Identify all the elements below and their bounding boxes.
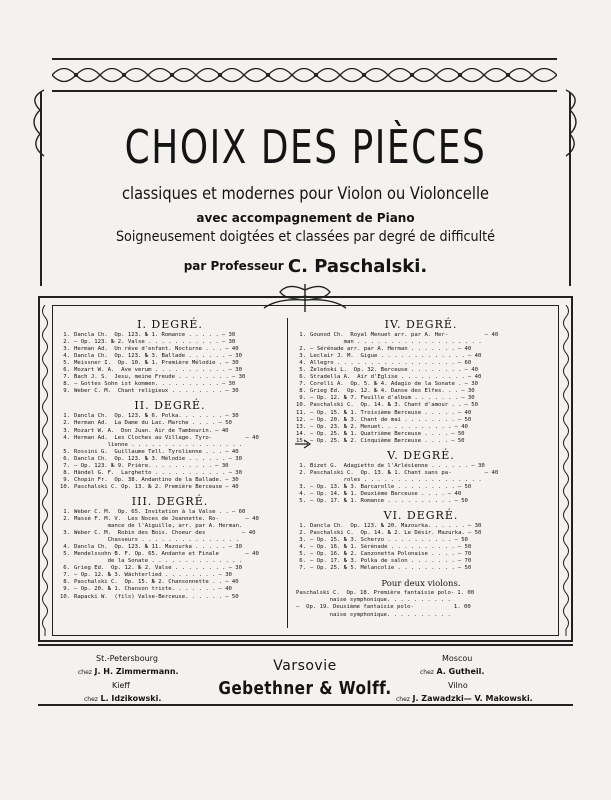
catalogue-entry	[60, 381, 280, 388]
entry-title: — Op. 23. № 2. Menuet. . . . . . . . . . .	[310, 423, 452, 430]
entry-number: 4.	[299, 544, 306, 551]
catalogue-entry	[60, 413, 280, 420]
catalogue-entry	[296, 332, 546, 346]
catalogue-entry	[296, 367, 546, 374]
entry-title: Paschalski C. Op. 13. № 1. Chant sans pa- roles . . . . . . . . . . . . . . . . . .	[310, 469, 482, 483]
entry-title: Paschalski C. Op. 15. № 2. Chansonnette . .	[74, 579, 223, 586]
entry-price: — 30	[228, 455, 243, 462]
entry-title: — Op. 19. Deuxième fantaisie polo- naise symphonique. . . . . . . . . .	[296, 604, 451, 618]
catalogue-entry	[296, 565, 546, 572]
entry-price: — 30	[221, 332, 236, 338]
catalogue-entry	[60, 484, 280, 491]
catalogue-entry	[60, 428, 280, 435]
entry-number: 9.	[63, 476, 70, 483]
entry-title: — Op. 14. № 1. Deuxième Berceuse . . . .	[310, 490, 445, 497]
entry-title: Chopin Fr. Op. 38. Andantino de la Ballade.	[74, 476, 223, 483]
entry-title: Paschalski C. Op. 14. № 3. Chant d'amour . .	[310, 402, 462, 409]
entry-price: — 50	[218, 420, 232, 427]
entry-price: — 40	[245, 551, 259, 558]
entry-price: — 30	[228, 367, 243, 374]
catalogue-entry	[296, 410, 546, 417]
entry-number: 6.	[299, 558, 306, 565]
column-divider	[287, 318, 288, 628]
duo-heading: Pour deux violons.	[381, 579, 461, 590]
subtitle-accompaniment: avec accompagnement de Piano	[196, 211, 415, 225]
entry-number: 4.	[63, 434, 70, 441]
entry-number: 8.	[63, 579, 70, 586]
entry-number: 2.	[299, 469, 306, 476]
agent-shop-gutheil: chez A. Gutheil.	[420, 667, 485, 676]
entry-number: 1.	[63, 413, 70, 420]
entry-price: — 50	[225, 593, 239, 600]
entry-title: — Op. 12. № 3. Wächterlied . . . . . . . .	[74, 572, 216, 579]
entry-price: — 50	[451, 437, 465, 444]
right-chain-border-icon	[561, 305, 571, 636]
entry-title: — Op. 25. № 2. Cinquième Berceuse . . . .	[310, 437, 449, 444]
entry-title: Dancla Ch. Op. 123. № 6. Polka. . . . . . .	[74, 413, 223, 420]
catalogue-entry	[296, 491, 546, 498]
duo-entry	[296, 590, 546, 604]
catalogue-entry	[60, 374, 280, 381]
entry-title: Händel G. F. Larghetto . . . . . . . . . . .	[74, 469, 226, 476]
entry-number: 5.	[63, 360, 70, 367]
entry-title: — Op. 17. № 3. Polka de salon . . . . . . .	[310, 558, 455, 565]
degree-heading: III. DEGRÉ.	[131, 494, 209, 508]
subtitle-instruments: classiques et modernes pour Violon ou Violoncelle	[121, 184, 490, 204]
entry-title: Weber C. M. Robin des Bois. Choeur des Chasseurs . . . . . . . . . . . . . . .	[74, 530, 240, 544]
entry-price: — 40	[457, 346, 472, 353]
entry-price: — 40	[484, 332, 499, 338]
entry-number: 4.	[63, 544, 70, 551]
publisher-name: Gebethner & Wolff.	[218, 678, 392, 699]
entry-title: Dancla Ch. Op. 123. № 1. Romance . . . . .	[74, 332, 219, 338]
entry-title: Mozart W. A. Don Juan. Air de Tambourin.	[74, 427, 213, 434]
catalogue-entry	[60, 572, 280, 579]
degree-heading: IV. DEGRÉ.	[384, 318, 458, 331]
catalogue-entry	[60, 367, 280, 374]
catalogue-entry	[60, 360, 280, 367]
entry-title: — Op. 13. № 3. Barcarolle . . . . . . . . .	[310, 483, 455, 490]
entry-number: 12.	[296, 416, 307, 423]
entry-title: Herman Ad. Les Cloches au Village. Tyro- lienne . . . . . . . . . . . . . . . . .	[74, 434, 243, 448]
entry-title: Massé F. M. V. Les Noces de Jeannette. Ro- mance de l'Aiguille, arr. par A. Herman.	[74, 515, 243, 530]
entry-price: — 50	[451, 430, 465, 437]
entry-price: — 30	[461, 395, 475, 402]
entry-title: Dancla Ch. Op. 123. № 3. Mélodie . . . . . .	[74, 455, 226, 462]
entry-price: — 30	[467, 523, 482, 530]
entry-price: — 50	[454, 497, 468, 504]
catalogue-entry	[296, 374, 546, 381]
entry-price: — 30	[461, 388, 475, 395]
catalogue-entry	[60, 509, 280, 516]
agent-city-moscou: Moscou	[442, 654, 473, 663]
entry-price: — 30	[215, 462, 229, 469]
entry-number: 6.	[63, 565, 70, 572]
entry-number: 3.	[299, 483, 306, 490]
entry-title: — Op. 16. № 2. Canzonetta Polonaise . . . .	[310, 551, 455, 558]
entry-title: Paschalski C. Op. 13. № 2. Première Berceuse	[74, 483, 223, 490]
catalogue-entry	[60, 456, 280, 463]
catalogue-entry	[60, 346, 280, 353]
entry-price: — 30	[471, 462, 485, 469]
entry-price: — 30	[464, 381, 479, 388]
entry-number: 15.	[296, 437, 307, 444]
catalogue-entry	[60, 516, 280, 530]
entry-number: 10.	[60, 483, 71, 490]
entry-price: — 40	[467, 374, 482, 381]
entry-title: Dancla Ch. Op. 123. № 3. Ballade . . . . . .	[74, 353, 226, 360]
catalogue-entry	[60, 449, 280, 456]
subtitle-description: Soigneusement doigtées et classées par degré de difficulté	[115, 229, 496, 245]
entry-title: Corelli A. Op. 5. № 4. Adagio de la Sonate .	[310, 381, 462, 388]
entry-number: 3.	[63, 530, 70, 537]
degree-heading: II. DEGRÉ.	[134, 399, 206, 413]
entry-number: 1.	[299, 523, 306, 530]
catalogue-entry	[60, 470, 280, 477]
entry-price: — 30	[221, 339, 236, 346]
catalogue-entry	[296, 551, 546, 558]
entry-price: — 40	[225, 346, 239, 353]
entry-price: — 50	[457, 565, 472, 572]
catalogue-entry	[60, 594, 280, 601]
entry-number: 1.	[63, 508, 70, 515]
entry-price: — 40	[218, 586, 232, 593]
entry-number: 3.	[63, 427, 70, 434]
entry-title: Paschalski C. Op. 14. № 2. Le Désir. Mazurka.	[310, 530, 465, 537]
entry-number: 2.	[299, 530, 306, 537]
catalogue-entry	[60, 477, 280, 484]
entry-title: — Op. 25. № 5. Mélancolie . . . . . . . . .	[310, 565, 455, 572]
catalogue-right-column	[296, 318, 546, 619]
entry-price: — 50	[464, 402, 479, 409]
author-prefix: par Professeur	[183, 259, 284, 273]
entry-number: 4.	[299, 360, 306, 367]
entry-price: — 70	[457, 558, 472, 565]
catalogue-entry	[296, 498, 546, 505]
entry-price: — 40	[245, 434, 259, 441]
entry-number: 1.	[63, 332, 70, 338]
entry-number: 8.	[63, 469, 70, 476]
entry-number: 5.	[299, 367, 306, 374]
entry-price: — 60	[231, 508, 246, 515]
degree-heading: V. DEGRÉ.	[387, 448, 455, 462]
entry-price: — 50	[457, 416, 472, 423]
entry-price: — 40	[484, 469, 499, 476]
catalogue-entry	[296, 438, 546, 445]
catalogue-entry	[296, 417, 546, 424]
catalogue-entry	[296, 381, 546, 388]
entry-number: 5.	[63, 551, 70, 558]
catalogue-entry	[296, 353, 546, 360]
entry-number: 8.	[63, 381, 70, 388]
entry-title: Rossini G. Guillaume Tell. Tyrolienne . . .	[74, 448, 223, 455]
entry-price: — 40	[225, 579, 239, 586]
entry-number: 9.	[63, 388, 70, 395]
entry-title: — Op. 20. № 1. Chanson triste. . . . . . .	[74, 586, 216, 593]
entry-price: — 30	[231, 374, 246, 381]
entry-price: — 40	[467, 353, 482, 360]
author-name: C. Paschalski.	[287, 256, 428, 277]
entry-number: 3.	[299, 537, 306, 544]
entry-number: 4.	[63, 353, 70, 360]
entry-title: Stradella A. Air d'Eglise . . . . . . . . . .	[310, 374, 465, 381]
entry-number: 3.	[63, 346, 70, 353]
entry-title: — Op. 12. № 7. Feuille d'album . . . . . . .	[310, 395, 459, 402]
entry-title: Mendelssohn B. F. Op. 65. Andante et Finale de la Sonate . . . . . . . . . . . . . .	[74, 551, 243, 565]
entry-price: — 50	[457, 483, 472, 490]
catalogue-entry	[60, 551, 280, 565]
catalogue-entry	[296, 484, 546, 491]
entry-title: — Op. 15. № 3. Scherzo . . . . . . . . . .	[310, 537, 452, 544]
entry-title: Allegro . . . . . . . . . . . . . . . . . .	[310, 360, 455, 367]
entry-number: 14.	[296, 430, 307, 437]
catalogue-entry	[296, 463, 546, 470]
catalogue-entry	[60, 420, 280, 427]
entry-title: — Op. 123. № 2. Valse . . . . . . . . . . .	[74, 339, 219, 346]
agent-shop-idzikowski: chez L. Idzikowski.	[84, 694, 162, 703]
entry-price: — 40	[245, 515, 259, 522]
entry-number: 6.	[299, 374, 306, 381]
entry-price: — 70	[457, 551, 472, 558]
entry-title: Bizet G. Adagietto de l'Arlésienne . . . . . .	[310, 462, 469, 469]
entry-number: 7.	[63, 374, 70, 381]
entry-title: Weber C. M. Op. 65. Invitation à la Valse . .	[74, 508, 229, 515]
catalogue-entry	[296, 530, 546, 537]
entry-number: 9.	[299, 395, 306, 402]
catalogue-entry	[60, 586, 280, 593]
entry-number: 10.	[296, 402, 307, 409]
entry-price: — 30	[225, 476, 239, 483]
catalogue-entry	[60, 565, 280, 572]
catalogue-entry	[60, 435, 280, 449]
entry-number: 8.	[299, 388, 306, 395]
entry-title: — Op. 15. № 1. Troisième Berceuse . . . . .	[310, 409, 455, 416]
entry-number: 1.	[299, 332, 306, 338]
entry-title: — Gottes Sohn ist kommen. . . . . . . . . .	[74, 381, 219, 388]
agent-city-vilno: Vilno	[448, 681, 468, 690]
catalogue-entry	[60, 388, 280, 395]
entry-price: — 30	[228, 565, 243, 572]
author-line	[0, 256, 611, 277]
catalogue-entry	[296, 470, 546, 484]
entry-title: — Op. 16. № 1. Sérénade . . . . . . . . . .	[310, 544, 455, 551]
catalogue-entry	[296, 346, 546, 353]
entry-number: 5.	[63, 448, 70, 455]
entry-number: 13.	[296, 423, 307, 430]
catalogue-entry	[296, 402, 546, 409]
agent-shop-zimmermann: chez J. H. Zimmermann.	[78, 667, 179, 676]
degree-heading: I. DEGRÉ.	[137, 318, 203, 331]
catalogue-entry	[60, 332, 280, 339]
entry-price: — 30	[228, 544, 243, 551]
entry-title: Gounod Ch. Royal Menuet arr. par A. Her- man . . . . . . . . . . . . . . . . . . .	[310, 332, 482, 346]
entry-price: — 40	[464, 367, 479, 374]
entry-number: 7.	[299, 565, 306, 572]
ornament-scroll-icon	[52, 60, 557, 90]
entry-title: Rapacki W. (fils) Valse-Berceuse. . . . . .	[74, 593, 223, 600]
agent-shop-zawadzki: chez J. Zawadzki— V. Makowski.	[396, 694, 533, 703]
entry-number: 7.	[63, 462, 70, 469]
entry-price: — 50	[457, 544, 472, 551]
entry-price: — 40	[457, 409, 472, 416]
entry-price: — 40	[242, 530, 256, 537]
entry-price: — 30	[228, 353, 243, 360]
ornamental-top-band	[52, 58, 557, 92]
catalogue-entry	[296, 544, 546, 551]
catalogue-entry	[60, 463, 280, 470]
agent-city-kieff: Kieff	[112, 681, 130, 690]
entry-title: — Sérénade arr. par A. Herman . . . . . . .	[310, 346, 455, 353]
catalogue-entry	[60, 530, 280, 544]
entry-title: Grieg Ed. Op. 12. № 4. Danse des Elfes. . .	[310, 388, 459, 395]
catalogue-entry	[60, 579, 280, 586]
agent-city-petersburg: St.-Petersbourg	[96, 654, 158, 663]
entry-title: Paschalski C. Op. 18. Première fantaisie polo- naise symphonique. . . . . . . . . .	[296, 590, 455, 604]
entry-number: 3.	[299, 353, 306, 360]
entry-price: — 40	[225, 483, 239, 490]
entry-title: Mozart W. A. Ave verum . . . . . . . . . . .	[74, 367, 226, 374]
catalogue-entry	[296, 431, 546, 438]
entry-number: 5.	[299, 551, 306, 558]
entry-price: — 30	[218, 572, 232, 579]
duo-entry	[296, 604, 546, 618]
entry-number: 2.	[63, 420, 70, 427]
entry-number: 9.	[63, 586, 70, 593]
entry-number: 7.	[299, 381, 306, 388]
entry-price: — 40	[447, 490, 462, 497]
entry-title: Bach J. S. Jesu, meine Freude . . . . . . . .	[74, 374, 229, 381]
entry-title: Dancla Ch. Op. 123. № 20. Mazourka. . . . . .	[310, 523, 465, 530]
entry-price: — 30	[221, 381, 236, 388]
entry-title: Weber C. M. Chant religieux . . . . . . . .	[74, 388, 223, 395]
entry-price: — 50	[467, 530, 482, 537]
entry-number: 10.	[60, 593, 71, 600]
entry-price: 1. 00	[457, 590, 475, 597]
entry-price: — 30	[225, 388, 239, 395]
entry-price: — 30	[225, 360, 239, 367]
entry-price: — 30	[225, 413, 239, 420]
catalogue-entry	[60, 544, 280, 551]
catalogue-left-column	[60, 318, 280, 601]
entry-number: 6.	[63, 367, 70, 374]
entry-title: Dancla Ch. Op. 123. № 11. Mazourka . . . . .	[74, 544, 226, 551]
entry-price: — 30	[228, 469, 243, 476]
entry-title: — Op. 25. № 1. Quatrième Berceuse . . . .	[310, 430, 449, 437]
entry-number: 4.	[299, 490, 306, 497]
entry-number: 7.	[63, 572, 70, 579]
entry-number: 2.	[63, 515, 70, 522]
catalogue-entry	[296, 388, 546, 395]
entry-title: Meissner I. Op. 10. № 1. Première Mélodie .	[74, 360, 223, 367]
entry-price: — 50	[454, 537, 468, 544]
entry-title: Grieg Ed. Op. 12. № 2. Valse . . . . . . . .	[74, 565, 226, 572]
page-title: CHOIX DES PIÈCES	[124, 120, 487, 174]
entry-number: 11.	[296, 409, 307, 416]
entry-number: 2.	[63, 339, 70, 346]
pointing-hand-icon	[294, 436, 318, 452]
publisher-city: Varsovie	[273, 658, 337, 674]
entry-title: — Op. 20. № 3. Chant de mai . . . . . . . .	[310, 416, 455, 423]
entry-price: — 60	[457, 360, 472, 367]
entry-price: — 40	[225, 448, 239, 455]
entry-title: Herman Ad. La Dame du Lac. Marche . . . .	[74, 420, 216, 427]
entry-title: Żeleński L. Op. 32. Berceuse . . . . . . . .	[310, 367, 462, 374]
entry-title: — Op. 17. № 1. Romance . . . . . . . . . .	[310, 497, 452, 504]
entry-title: Leclair J. M. Gigue . . . . . . . . . . . . .	[310, 353, 465, 360]
entry-price: — 40	[454, 423, 468, 430]
entry-title: Herman Ad. Un rêve d'enfant. Nocturne . . .	[74, 346, 223, 353]
entry-number: 2.	[299, 346, 306, 353]
entry-number: 6.	[63, 455, 70, 462]
entry-number: 5.	[299, 497, 306, 504]
catalogue-entry	[296, 395, 546, 402]
entry-title: — Op. 123. № 9. Prière. . . . . . . . . .	[74, 462, 213, 469]
catalogue-entry	[296, 424, 546, 431]
right-agents	[396, 652, 566, 706]
left-chain-border-icon	[40, 305, 50, 636]
entry-price: — 40	[215, 427, 229, 434]
degree-heading: VI. DEGRÉ.	[383, 509, 459, 523]
entry-price: 1. 00	[453, 604, 471, 611]
entry-number: 1.	[299, 462, 306, 469]
